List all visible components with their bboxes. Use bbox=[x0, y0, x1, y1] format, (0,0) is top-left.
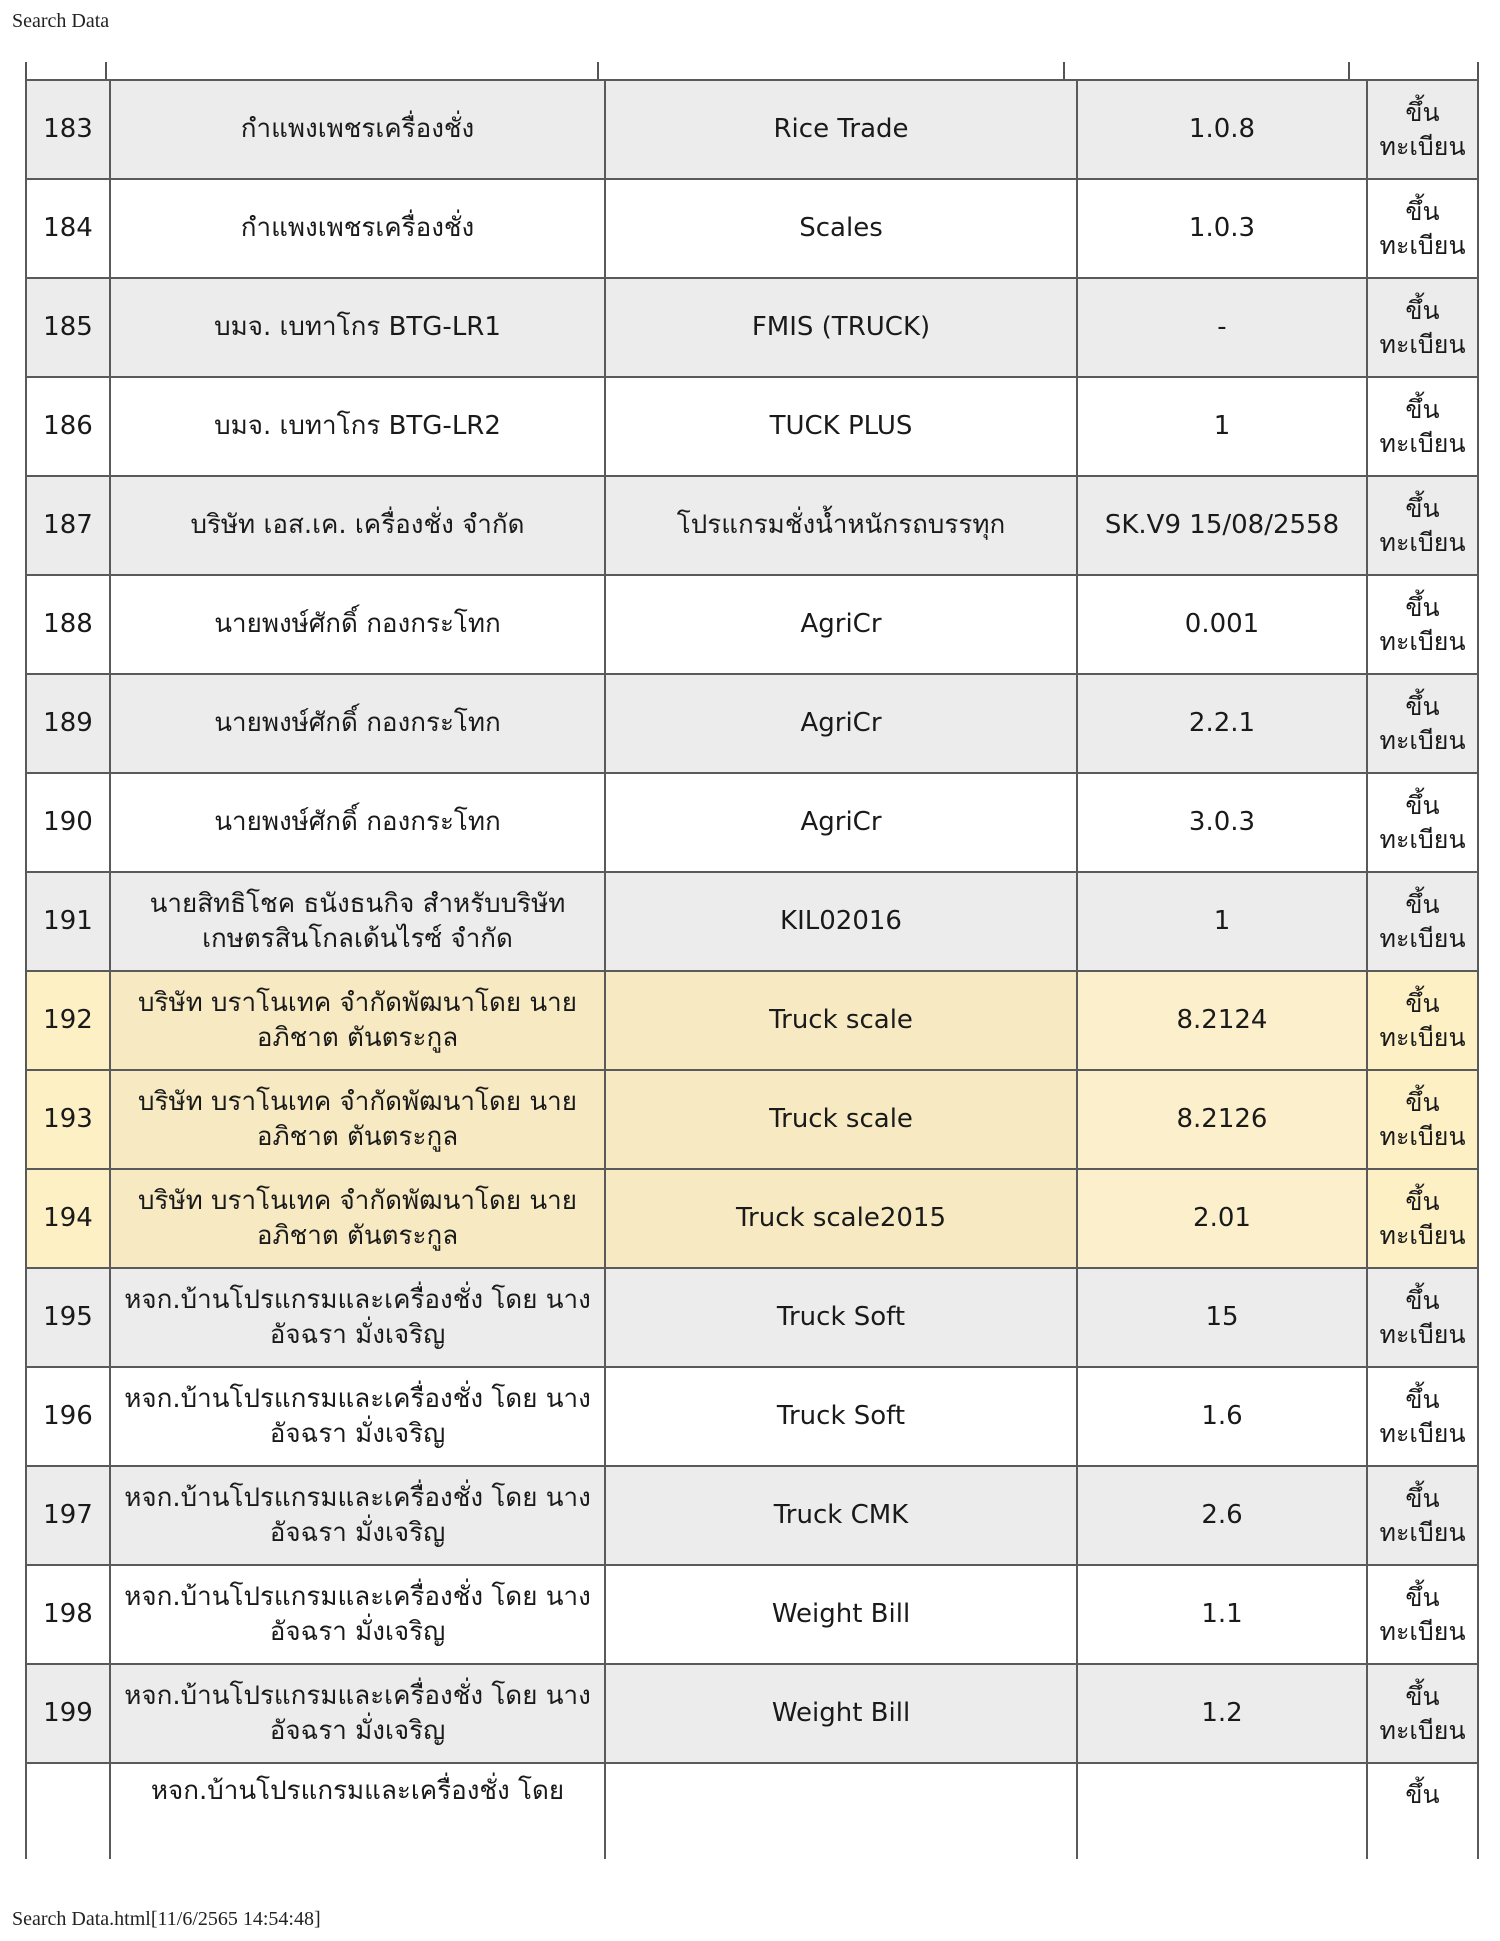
cell-version: 1 bbox=[1077, 377, 1367, 476]
cell-program-name: TUCK PLUS bbox=[605, 377, 1077, 476]
cell-program-name: Truck scale bbox=[605, 971, 1077, 1070]
cell-developer-name: หจก.บ้านโปรแกรมและเครื่องชั่ง โดย นางอัจฉรา มั่งเจริญ bbox=[110, 1565, 605, 1664]
table-row bbox=[26, 80, 1478, 179]
cell-developer-name: นายพงษ์ศักดิ์ กองกระโทก bbox=[110, 575, 605, 674]
cell-version: 1.6 bbox=[1077, 1367, 1367, 1466]
table-row bbox=[26, 179, 1478, 278]
cell-version: 3.0.3 bbox=[1077, 773, 1367, 872]
cell-developer-name: บริษัท เอส.เค. เครื่องชั่ง จำกัด bbox=[110, 476, 605, 575]
cell-developer-name: บมจ. เบทาโกร BTG-LR1 bbox=[110, 278, 605, 377]
table-row bbox=[26, 575, 1478, 674]
cell-program-name: Truck Soft bbox=[605, 1367, 1077, 1466]
cell-program-name: AgriCr bbox=[605, 674, 1077, 773]
cell-program-name bbox=[605, 1763, 1077, 1859]
cell-version: 1.2 bbox=[1077, 1664, 1367, 1763]
cell-status: ขึ้น ทะเบียน bbox=[1367, 476, 1478, 575]
cell-developer-name: บริษัท บราโนเทค จำกัดพัฒนาโดย นายอภิชาต ตันตระกูล bbox=[110, 1070, 605, 1169]
cell-number: 190 bbox=[26, 773, 110, 872]
cell-status: ขึ้น ทะเบียน bbox=[1367, 1169, 1478, 1268]
cell-number: 183 bbox=[26, 80, 110, 179]
cell-number: 191 bbox=[26, 872, 110, 971]
cell-version: 0.001 bbox=[1077, 575, 1367, 674]
cell-number: 197 bbox=[26, 1466, 110, 1565]
cell-program-name: FMIS (TRUCK) bbox=[605, 278, 1077, 377]
cell-developer-name: หจก.บ้านโปรแกรมและเครื่องชั่ง โดย นางอัจฉรา มั่งเจริญ bbox=[110, 1466, 605, 1565]
cell-version: 2.6 bbox=[1077, 1466, 1367, 1565]
cell-status: ขึ้น ทะเบียน bbox=[1367, 1268, 1478, 1367]
cell-status: ขึ้น ทะเบียน bbox=[1367, 872, 1478, 971]
cell-developer-name: กำแพงเพชรเครื่องชั่ง bbox=[110, 179, 605, 278]
cell-status: ขึ้น ทะเบียน bbox=[1367, 80, 1478, 179]
cell-number: 198 bbox=[26, 1565, 110, 1664]
table-row bbox=[26, 872, 1478, 971]
cell-program-name: Truck scale bbox=[605, 1070, 1077, 1169]
cell-number: 195 bbox=[26, 1268, 110, 1367]
results-table bbox=[25, 79, 1479, 1859]
cell-status: ขึ้น ทะเบียน bbox=[1367, 278, 1478, 377]
cell-status: ขึ้น ทะเบียน bbox=[1367, 575, 1478, 674]
cell-status: ขึ้น ทะเบียน bbox=[1367, 1565, 1478, 1664]
cell-version: 8.2124 bbox=[1077, 971, 1367, 1070]
cell-developer-name: หจก.บ้านโปรแกรมและเครื่องชั่ง โดย นางอัจฉรา มั่งเจริญ bbox=[110, 1664, 605, 1763]
cell-developer-name: หจก.บ้านโปรแกรมและเครื่องชั่ง โดย นางอัจฉรา มั่งเจริญ bbox=[110, 1268, 605, 1367]
cell-version bbox=[1077, 1763, 1367, 1859]
cell-program-name: AgriCr bbox=[605, 575, 1077, 674]
cell-developer-name: กำแพงเพชรเครื่องชั่ง bbox=[110, 80, 605, 179]
cell-number: 193 bbox=[26, 1070, 110, 1169]
cell-status: ขึ้น ทะเบียน bbox=[1367, 179, 1478, 278]
table-row bbox=[26, 1466, 1478, 1565]
cell-version: 1.1 bbox=[1077, 1565, 1367, 1664]
cell-version: 1 bbox=[1077, 872, 1367, 971]
table-row bbox=[26, 1664, 1478, 1763]
cell-version: - bbox=[1077, 278, 1367, 377]
cell-status: ขึ้น ทะเบียน bbox=[1367, 1070, 1478, 1169]
cell-number: 189 bbox=[26, 674, 110, 773]
cell-version: SK.V9 15/08/2558 bbox=[1077, 476, 1367, 575]
cell-program-name: Truck Soft bbox=[605, 1268, 1077, 1367]
cell-number: 194 bbox=[26, 1169, 110, 1268]
cell-program-name: Weight Bill bbox=[605, 1664, 1077, 1763]
cell-developer-name: บมจ. เบทาโกร BTG-LR2 bbox=[110, 377, 605, 476]
table-row bbox=[26, 278, 1478, 377]
cell-status: ขึ้น ทะเบียน bbox=[1367, 1466, 1478, 1565]
cell-number: 184 bbox=[26, 179, 110, 278]
table-row bbox=[26, 971, 1478, 1070]
results-table-body bbox=[26, 80, 1478, 1859]
cell-status: ขึ้น ทะเบียน bbox=[1367, 971, 1478, 1070]
cell-number: 199 bbox=[26, 1664, 110, 1763]
cell-developer-name: หจก.บ้านโปรแกรมและเครื่องชั่ง โดย นางอัจฉรา มั่งเจริญ bbox=[110, 1367, 605, 1466]
cell-developer-name: บริษัท บราโนเทค จำกัดพัฒนาโดย นายอภิชาต ตันตระกูล bbox=[110, 971, 605, 1070]
cell-status: ขึ้น bbox=[1367, 1763, 1478, 1859]
cell-number: 188 bbox=[26, 575, 110, 674]
results-table-container bbox=[25, 62, 1479, 1859]
page-header: Search Data bbox=[12, 10, 110, 32]
cell-program-name: AgriCr bbox=[605, 773, 1077, 872]
cell-status: ขึ้น ทะเบียน bbox=[1367, 1664, 1478, 1763]
table-row bbox=[26, 476, 1478, 575]
cell-developer-name: หจก.บ้านโปรแกรมและเครื่องชั่ง โดย bbox=[110, 1763, 605, 1859]
table-row bbox=[26, 1070, 1478, 1169]
cell-developer-name: นายสิทธิโชค ธนังธนกิจ สำหรับบริษัท เกษตรสินโกลเด้นไรซ์ จำกัด bbox=[110, 872, 605, 971]
cell-version: 1.0.3 bbox=[1077, 179, 1367, 278]
cell-developer-name: บริษัท บราโนเทค จำกัดพัฒนาโดย นายอภิชาต ตันตระกูล bbox=[110, 1169, 605, 1268]
table-row bbox=[26, 377, 1478, 476]
cell-number: 196 bbox=[26, 1367, 110, 1466]
table-row bbox=[26, 1565, 1478, 1664]
cell-version: 1.0.8 bbox=[1077, 80, 1367, 179]
cell-number: 192 bbox=[26, 971, 110, 1070]
cell-version: 8.2126 bbox=[1077, 1070, 1367, 1169]
table-row bbox=[26, 1763, 1478, 1859]
cell-number: 187 bbox=[26, 476, 110, 575]
cell-number: 186 bbox=[26, 377, 110, 476]
cell-program-name: Weight Bill bbox=[605, 1565, 1077, 1664]
table-row bbox=[26, 1367, 1478, 1466]
page-footer: Search Data.html[11/6/2565 14:54:48] bbox=[12, 1908, 321, 1930]
cell-developer-name: นายพงษ์ศักดิ์ กองกระโทก bbox=[110, 773, 605, 872]
cell-status: ขึ้น ทะเบียน bbox=[1367, 1367, 1478, 1466]
cell-program-name: Rice Trade bbox=[605, 80, 1077, 179]
cell-program-name: โปรแกรมชั่งน้ำหนักรถบรรทุก bbox=[605, 476, 1077, 575]
cell-status: ขึ้น ทะเบียน bbox=[1367, 773, 1478, 872]
table-row bbox=[26, 674, 1478, 773]
cell-program-name: KIL02016 bbox=[605, 872, 1077, 971]
table-row bbox=[26, 1169, 1478, 1268]
table-row bbox=[26, 1268, 1478, 1367]
cell-version: 2.01 bbox=[1077, 1169, 1367, 1268]
cell-version: 2.2.1 bbox=[1077, 674, 1367, 773]
table-row bbox=[26, 773, 1478, 872]
cell-program-name: Truck scale2015 bbox=[605, 1169, 1077, 1268]
cell-number: 185 bbox=[26, 278, 110, 377]
cell-program-name: Scales bbox=[605, 179, 1077, 278]
cell-status: ขึ้น ทะเบียน bbox=[1367, 377, 1478, 476]
cell-developer-name: นายพงษ์ศักดิ์ กองกระโทก bbox=[110, 674, 605, 773]
cell-version: 15 bbox=[1077, 1268, 1367, 1367]
cell-number bbox=[26, 1763, 110, 1859]
cell-program-name: Truck CMK bbox=[605, 1466, 1077, 1565]
cell-status: ขึ้น ทะเบียน bbox=[1367, 674, 1478, 773]
